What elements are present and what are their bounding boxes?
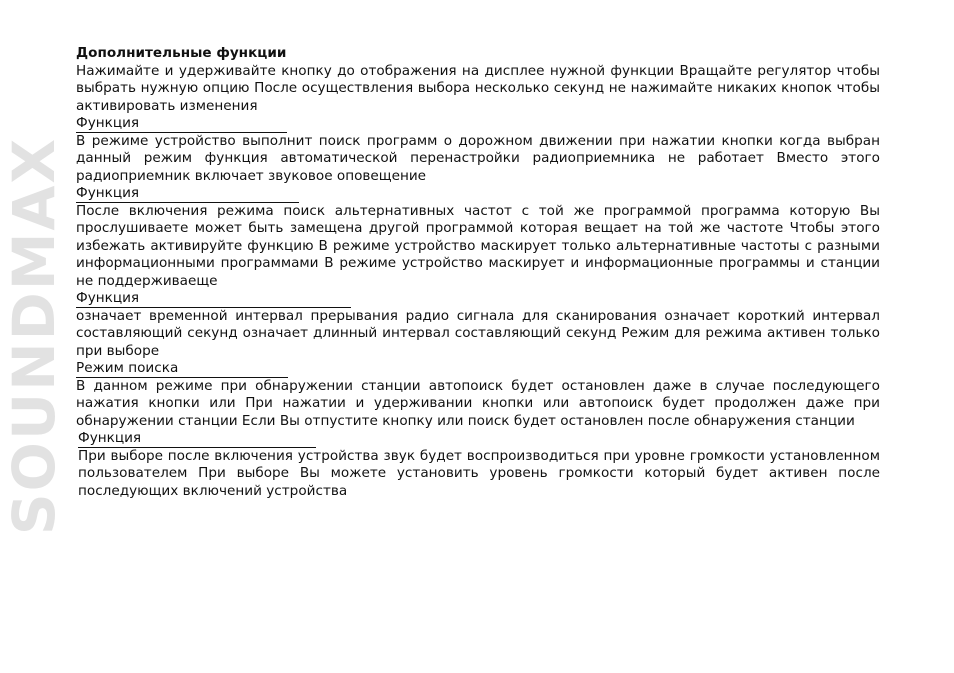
search-mode-paragraph: В данном режиме при обнаружении станции автопоиск будет остановлен даже в случае последующего нажатия кнопки или При нажатии и удерживании кнопки или автопоиск будет продолжен даже при обнаружении станции Если Вы отпустите кнопку или поиск будет остановлен после обнаружения станции (76, 377, 880, 429)
function-label-3: Функция (76, 290, 880, 308)
function-paragraph-1: В режиме устройство выполнит поиск программ о дорожном движении при нажатии кнопки когда выбран данный режим функция автоматической перенастройки радиоприемника не работает Вместо этого радиоприемник включает звуковое оповещение (76, 132, 880, 184)
function-paragraph-4: При выборе после включения устройства звук будет воспроизводиться при уровне громкости установленном пользователем При выборе Вы можете установить уровень громкости который будет активен после последующих включений устройства (78, 447, 880, 499)
soundmax-watermark: SOUNDMAX (0, 136, 68, 536)
function-label-4: Функция (78, 430, 880, 448)
function-label-1: Функция (76, 115, 880, 133)
section-heading: Дополнительные функции (76, 45, 287, 61)
intro-paragraph: Нажимайте и удерживайте кнопку до отображения на дисплее нужной функции Вращайте регулятор чтобы выбрать нужную опцию После осуществления выбора несколько секунд не нажимайте никаких кнопок чтобы активировать изменения (76, 62, 880, 114)
manual-page-content (76, 45, 880, 500)
function-label-2: Функция (76, 185, 880, 203)
search-mode-label: Режим поиска (76, 360, 880, 378)
function-paragraph-2: После включения режима поиск альтернативных частот с той же программой программа которую Вы прослушиваете может быть замещена другой программой которая вещает на той же частоте Чтобы этого избежать активируйте функцию В режиме устройство маскирует только альтернативные частоты с разными информационными программами В режиме устройство маскирует и информационные программы и станции не поддерживаеще (76, 202, 880, 289)
function-paragraph-3: означает временной интервал прерывания радио сигнала для сканирования означает короткий интервал составляющий секунд означает длинный интервал составляющий секунд Режим для режима активен только при выборе (76, 307, 880, 359)
